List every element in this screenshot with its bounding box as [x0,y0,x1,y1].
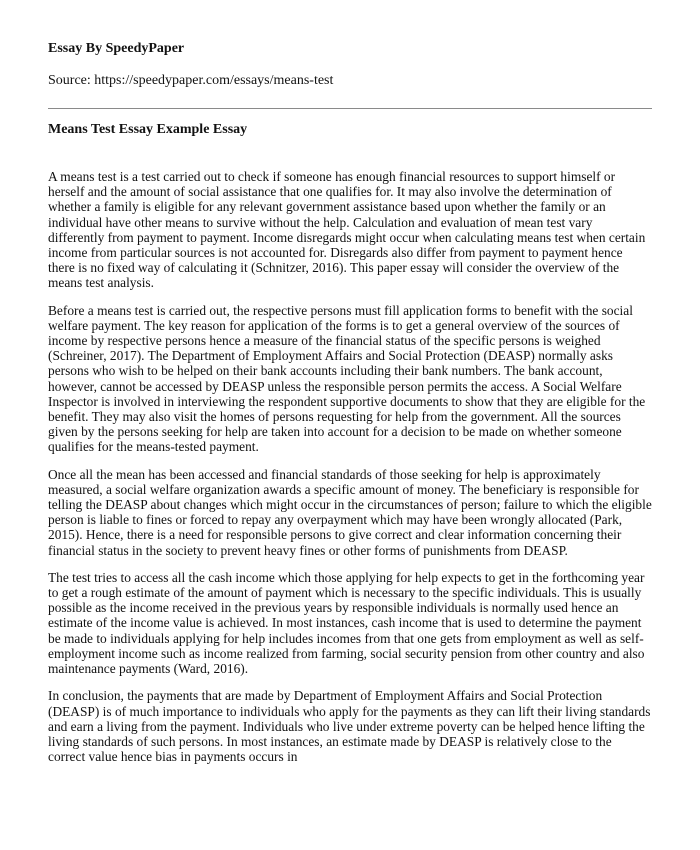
paragraph: Before a means test is carried out, the respective persons must fill application forms to benefit with the social welfare payment. The key reason for application of the forms is to get a general overview of the sources of income by respective persons hence a measure of the financial status of the specific persons is weighed (Schreiner, 2017). The Department of Employment Affairs and Social Protection (DEASP) normally asks persons who wish to be helped on their bank accounts including their bank numbers. The bank account, however, cannot be accessed by DEASP unless the responsible person permits the access. A Social Welfare Inspector is involved in interviewing the respondent supportive documents to show that they are eligible for the benefit. They may also visit the homes of persons requesting for help from the government. All the sources given by the persons seeking for help are taken into account for a decision to be made on whether someone qualifies for the means-tested payment. [48,302,646,455]
source-line: Source: https://speedypaper.com/essays/means-test [48,73,334,88]
document-title: Means Test Essay Example Essay [48,122,248,137]
paragraph: In conclusion, the payments that are made by Department of Employment Affairs and Social Protection (DEASP) is of much importance to individuals who apply for the payments as they can lift their living standards and earn a living from the payment. Individuals who live under extreme poverty can be helped hence lifting the living standards of such persons. In most instances, an estimate made by DEASP is relatively close to the correct value hence bias in payments occurs in [48,688,651,765]
brand-title: Essay By SpeedyPaper [48,41,185,56]
essay-body [48,169,652,764]
paragraph: A means test is a test carried out to check if someone has enough financial resources to support himself or herself and the amount of social assistance that one qualifies for. It may also involve the determination of whether a family is eligible for any relevant government assistance based upon whether the family or an individual have other means to survive without the help. Calculation and evaluation of mean test vary differently from payment to payment. Income disregards might occur when calculating means test when certain income from particular sources is not accounted for. Disregards also differ from payment to payment hence there is no fixed way of calculating it (Schnitzer, 2016). This paper essay will consider the overview of the means test analysis. [48,169,646,291]
paragraph: The test tries to access all the cash income which those applying for help expects to get in the forthcoming year to get a rough estimate of the amount of payment which is necessary to the specific individuals. This is usually possible as the income received in the previous years by responsible individuals is normally used hence an estimate of the income value is achieved. In most instances, cash income that is used to determine the payment be made to individuals applying for help includes incomes from that one gets from employment as well as self-employment income such as income realized from farming, social security pension from other country and also maintenance payments (Ward, 2016). [48,569,645,677]
header-divider [48,108,652,109]
paragraph: Once all the mean has been accessed and financial standards of those seeking for help is approximately measured, a social welfare organization awards a specific amount of money. The beneficiary is responsible for telling the DEASP about changes which might occur in the circumstances of person; failure to which the eligible person is liable to fines or forced to repay any overpayment which may have been wrongly allocated (Park, 2015). Hence, there is a need for responsible persons to give correct and clear information concerning their financial status in the society to prevent heavy fines or other forms of punishments from DEASP. [48,466,652,558]
